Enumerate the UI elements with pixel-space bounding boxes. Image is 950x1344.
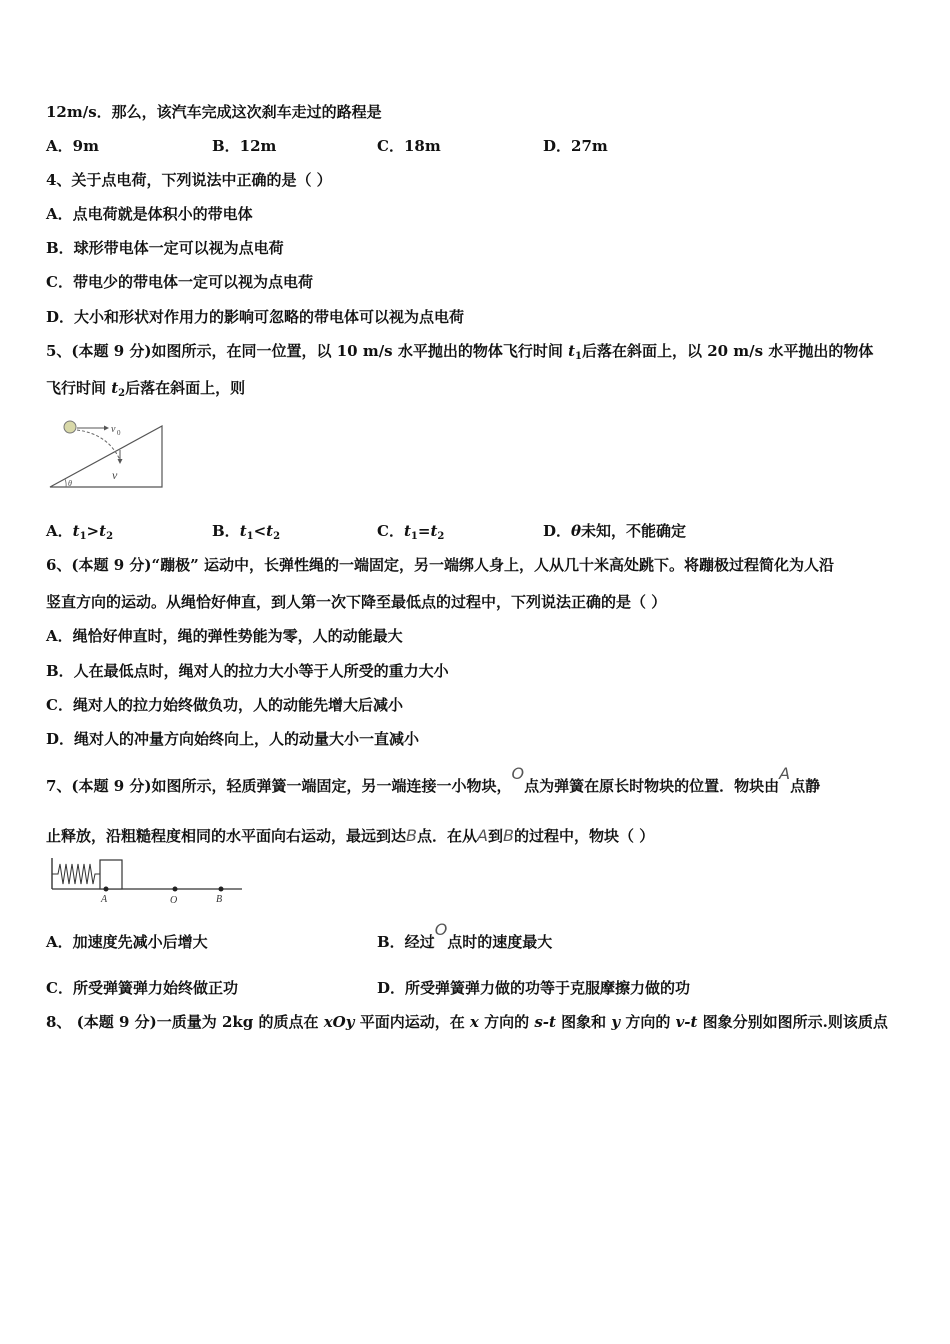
v0-sub: 0	[117, 429, 121, 437]
q4-option-b: B．球形带电体一定可以视为点电荷	[46, 239, 284, 257]
q3-stem-tail: 12m/s．那么，该汽车完成这次刹车走过的路程是	[46, 103, 382, 121]
q6-option-c: C．绳对人的拉力始终做负功，人的动能先增大后减小	[46, 696, 403, 714]
symbol-a: A	[779, 764, 791, 783]
q4-stem: 4、关于点电荷，下列说法中正确的是（ ）	[46, 171, 332, 189]
q6-option-d: D．绳对人的冲量方向始终向上，人的动量大小一直减小	[46, 730, 420, 748]
theta-label: θ	[68, 479, 72, 488]
q3-option-c: C．18m	[377, 137, 441, 155]
q6-stem-line1: 6、(本题 9 分)“蹦极” 运动中，长弹性绳的一端固定，另一端绑人身上，人从几十米高处跳下。将蹦极过程简化为人沿	[46, 556, 834, 574]
symbol-o: O	[434, 920, 448, 939]
symbol-b: B	[502, 826, 514, 845]
point-a-label: A	[101, 894, 108, 905]
q4-option-d: D．大小和形状对作用力的影响可忽略的带电体可以视为点电荷	[46, 308, 465, 326]
q7-option-d: D．所受弹簧弹力做的功等于克服摩擦力做的功	[377, 979, 691, 997]
q7-option-b: B．经过O点时的速度最大	[377, 920, 553, 951]
q4-option-a: A．点电荷就是体积小的带电体	[46, 205, 253, 223]
q5-option-a: A．$t_1>t_2$	[46, 522, 114, 542]
q5-option-b: B．$t_1<t_2$	[212, 522, 281, 542]
q7-stem-line1: 7、(本题 9 分)如图所示，轻质弹簧一端固定，另一端连接一小物块，O点为弹簧在原长时物块的位置．物块由A点静	[46, 764, 821, 795]
v-label: v	[112, 468, 118, 482]
symbol-a: A	[477, 826, 488, 845]
q6-stem-line2: 竖直方向的运动。从绳恰好伸直，到人第一次下降至最低点的过程中，下列说法正确的是（ ）	[46, 593, 667, 611]
point-b-label: B	[216, 894, 223, 905]
q6-option-a: A．绳恰好伸直时，绳的弹性势能为零，人的动能最大	[46, 627, 403, 645]
q5-incline-figure	[46, 416, 171, 494]
q7-stem-line2: 止释放，沿粗糙程度相同的水平面向右运动，最远到达B点．在从A到B的过程中，物块（ ）	[46, 826, 655, 845]
q7-option-c: C．所受弹簧弹力始终做正功	[46, 979, 238, 997]
q5-stem-line2: 飞行时间 $t_2$后落在斜面上，则	[46, 379, 246, 399]
q6-option-b: B．人在最低点时，绳对人的拉力大小等于人所受的重力大小	[46, 662, 449, 680]
v0-label: v	[111, 424, 116, 435]
q3-option-d: D．27m	[543, 137, 608, 155]
point-o-label: O	[170, 895, 178, 906]
q7-option-a: A．加速度先减小后增大	[46, 933, 208, 951]
q8-stem-line1: 8、 (本题 9 分)一质量为 2kg 的质点在 xOy 平面内运动，在 x 方向的 s-t 图象和 y 方向的 v-t 图象分别如图所示.则该质点	[46, 1013, 888, 1031]
q5-option-d: D．θ未知，不能确定	[543, 522, 687, 540]
q7-spring-figure	[46, 856, 246, 908]
q5-stem-line1: 5、(本题 9 分)如图所示，在同一位置，以 10 m/s 水平抛出的物体飞行时间 $t_1$后落在斜面上，以 20 m/s 水平抛出的物体	[46, 342, 874, 362]
q3-option-b: B．12m	[212, 137, 277, 155]
q5-option-c: C．$t_1=t_2$	[377, 522, 445, 542]
symbol-o: O	[511, 764, 525, 783]
q4-option-c: C．带电少的带电体一定可以视为点电荷	[46, 273, 313, 291]
symbol-b: B	[406, 826, 417, 845]
q3-option-a: A．9m	[46, 137, 99, 155]
